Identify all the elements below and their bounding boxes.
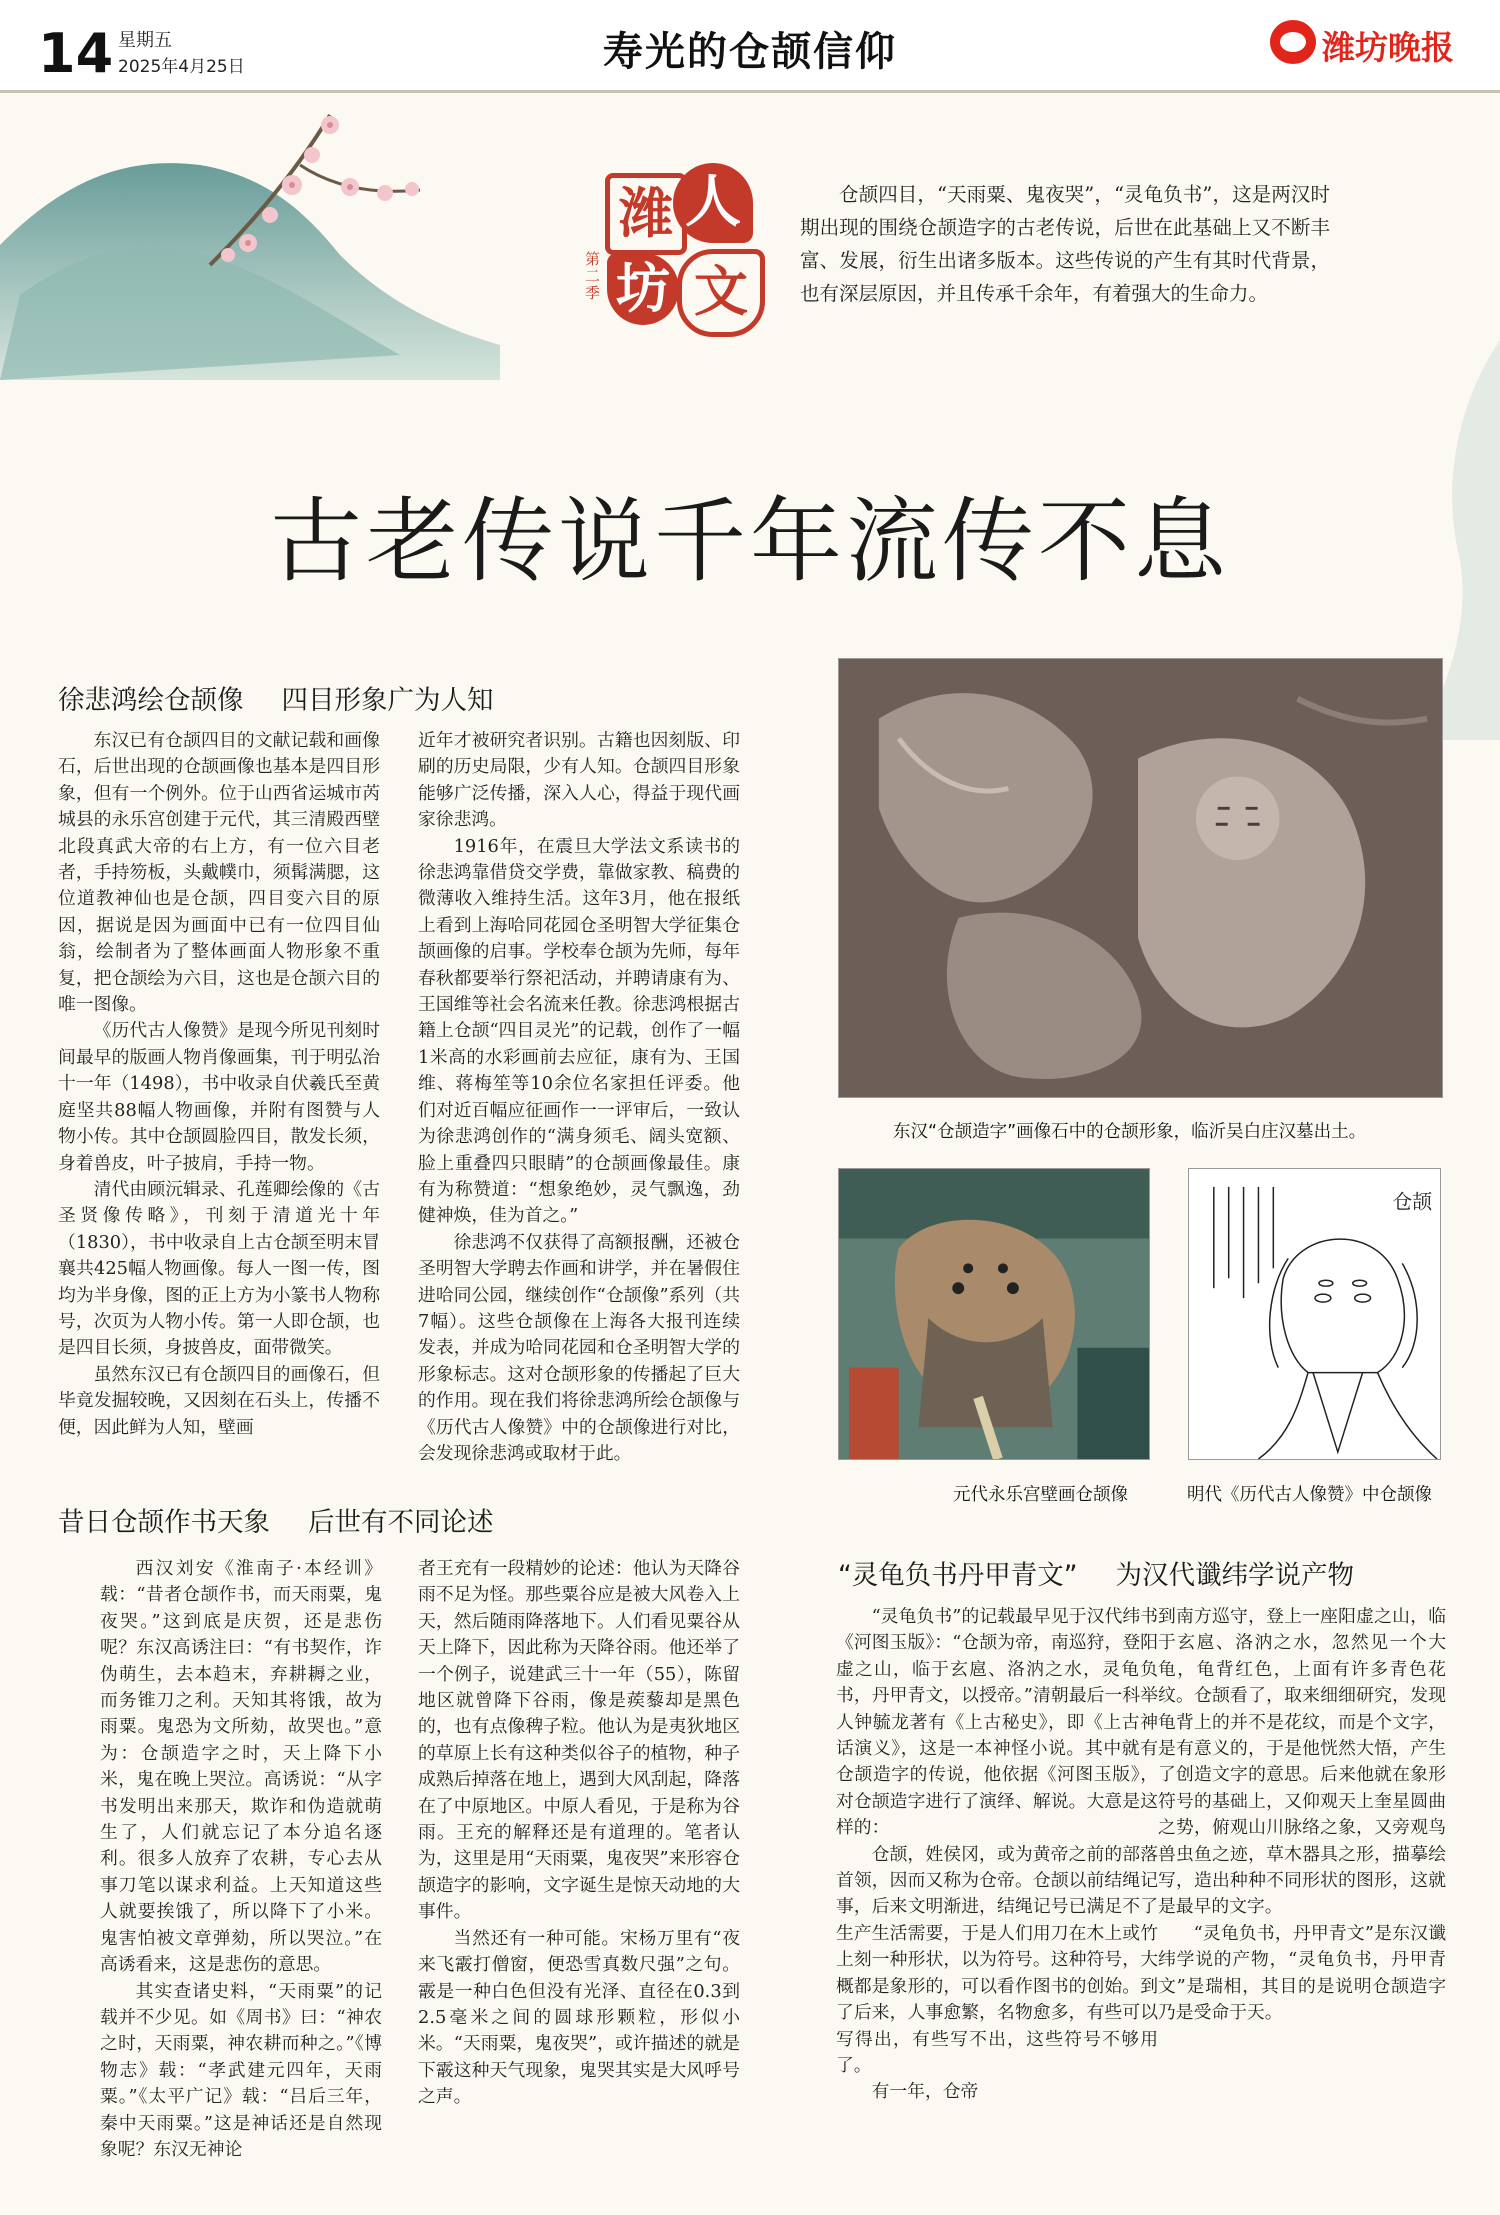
section-heading-1 xyxy=(58,678,494,717)
paragraph: “灵龟负书”的记载最早见于汉代纬书《河图玉版》：“仓颉为帝，南巡狩，登阳虚之山，临于玄扈、洛汭之水，灵龟负书，丹甲青文，以授帝。”清朝最后一科举人钟毓龙著有《上古秘史》，即《上古神话演义》，这是一本神怪小说。其中就有仓颉造字的传说，他依据《河图玉版》，对仓颉造字进行了演绎、解说。大意是这样的： xyxy=(836,1606,1158,1839)
seal-season: 第二季 xyxy=(585,250,601,302)
paragraph: 者王充有一段精妙的论述：他认为天降谷雨不足为怪。那些粟谷应是被大风卷入上天，然后随雨降落地下。人们看见粟谷从天上降下，因此称为天降谷雨。他还举了一个例子，说建武三十一年（55），陈留地区就曾降下谷雨，像是蒺藜却是黑色的，也有点像稗子粒。他认为是夷狄地区的草原上长有这种类似谷子的植物，种子成熟后掉落在地上，遇到大风刮起，降落在了中原地区。中原人看见，于是称为谷雨。王充的解释还是有道理的。笔者认为，这里是用“天雨粟，鬼夜哭”来形容仓颉造字的影响，文字诞生是惊天动地的大事件。 xyxy=(418,1558,740,1923)
print-caption: 明代《历代古人像赞》中仓颉像 xyxy=(1187,1485,1432,1505)
section-heading-3 xyxy=(838,1553,1354,1592)
article-column-3 xyxy=(100,1556,382,2163)
paragraph: 《历代古人像赞》是现今所见刊刻时间最早的版画人物肖像画集，刊于明弘治十一年（1498），书中收录自伏羲氏至黄庭坚共88幅人物画像，并附有图赞与人物小传。其中仓颉圆脸四目，散发长须，身着兽皮，叶子披肩，手持一物。 xyxy=(58,1020,380,1174)
section-heading-1-part-b: 四目形象广为人知 xyxy=(281,685,494,716)
seal-char-2: 人 xyxy=(673,163,753,243)
main-headline: 古老传说千年流传不息 xyxy=(269,488,1230,595)
section-heading-3-part-b: 为汉代谶纬学说产物 xyxy=(1115,1560,1354,1591)
article-column-2 xyxy=(418,728,740,1467)
article-column-5 xyxy=(836,1604,1158,2106)
paragraph: 东汉已有仓颉四目的文献记载和画像石，后世出现的仓颉画像也基本是四目形象，但有一个例外。位于山西省运城市芮城县的永乐宫创建于元代，其三清殿西壁北段真武大帝的右上方，有一位六目老者，手持笏板，头戴幞巾，须髯满腮，这位道教神仙也是仓颉，四目变六目的原因，据说是因为画面中已有一位四目仙翁，绘制者为了整体画面人物形象不重复，把仓颉绘为六目，这也是仓颉六目的唯一图像。 xyxy=(58,730,380,1016)
paragraph: 仓颉，姓侯冈，或为黄帝之前的部落首领，因而又称为仓帝。仓颉以前结绳记事，后来文明渐进，结绳记号已满足不了生产生活需要，于是人们用刀在木上或竹上刻一种形状，以为符号。这种符号，大概都是象形的，可以看作图书的创始。到了后来，人事愈繁，名物愈多，有些可以写得出，有些写不出，这些符号不够用了。 xyxy=(836,1843,1158,2076)
woodblock-print xyxy=(1188,1168,1441,1460)
newspaper-name: 潍坊晚报 xyxy=(1322,28,1454,67)
seal-char-1: 潍 xyxy=(605,173,687,255)
paragraph: “灵龟负书，丹甲青文”是东汉谶纬学说的产物，“灵龟负书，丹甲青文”是瑞相，其目的是说明仓颉造字乃是受命于天。 xyxy=(1158,1922,1446,2024)
section-heading-2-part-b: 后世有不同论述 xyxy=(308,1507,494,1538)
paragraph: 到南方巡守，登上一座阳虚之山，临于玄扈、洛汭之水，忽然见一个大龟，龟背红色，上面有许多青色花纹。仓颉看了，取来细细研究，发现龟背上的并不是花纹，而是个文字，是有意义的，于是他恍然大悟，产生了创造文字的意思。后来他就在象形符号的基础上，又仰观天上奎星圆曲之势，俯观山川脉络之象，又旁观鸟兽虫鱼之迹，草木器具之形，描摹绘写，造出种种不同形状的图形，这就是最早的文字。 xyxy=(1158,1606,1446,1918)
paragraph: 当然还有一种可能。宋杨万里有“夜来飞霰打僧窗，便恐雪真数尺强”之句。霰是一种白色但没有光泽、直径在0.3到2.5毫米之间的圆球形颗粒，形似小米。“天雨粟，鬼夜哭”，或许描述的就是下霰这种天气现象，鬼哭其实是大风呼号之声。 xyxy=(418,1927,740,2108)
seal-char-3: 坊 xyxy=(607,253,679,325)
intro-paragraph: 仓颉四目，“天雨粟、鬼夜哭”，“灵龟负书”，这是两汉时期出现的围绕仓颉造字的古老传说，后世在此基础上又不断丰富、发展，衍生出诸多版本。这些传说的产生有其时代背景，也有深层原因，并且传承千余年，有着强大的生命力。 xyxy=(800,183,1330,305)
column-seal xyxy=(585,163,760,338)
seal-char-4: 文 xyxy=(677,249,765,337)
paragraph: 1916年，在震旦大学法文系读书的徐悲鸿靠借贷交学费，靠做家教、稿费的微薄收入维持生活。这年3月，他在报纸上看到上海哈同花园仓圣明智大学征集仓颉画像的启事。学校奉仓颉为先师，每年春秋都要举行祭祀活动，并聘请康有为、王国维等社会名流来任教。徐悲鸿根据古籍上仓颉“四目灵光”的记载，创作了一幅1米高的水彩画前去应征，康有为、王国维、蒋梅笙等10余位名家担任评委。他们对近百幅应征画作一一评审后，一致认为徐悲鸿创作的“满身须毛、阔头宽额、脸上重叠四只眼睛”的仓颉画像最佳。康有为称赞道：“想象绝妙，灵气飘逸，劲健神焕，佳为首之。” xyxy=(418,835,740,1227)
section-heading-2 xyxy=(58,1500,494,1539)
logo-mark-icon xyxy=(1270,20,1316,64)
section-title: 寿光的仓颉信仰 xyxy=(603,29,897,75)
paragraph: 其实查诸史料，“天雨粟”的记载并不少见。如《周书》曰：“神农之时，天雨粟，神农耕而种之。”《博物志》载：“孝武建元四年，天雨粟。”《太平广记》载：“吕后三年，秦中天雨粟。”这是神话还是自然现象呢？东汉无神论 xyxy=(100,1980,382,2160)
print-inscription: 仓颉 xyxy=(1392,1190,1433,1214)
landscape-illustration xyxy=(0,95,560,380)
newspaper-logo xyxy=(1270,18,1485,66)
issue-date: 2025年4月25日 xyxy=(118,57,245,77)
page-number: 14 xyxy=(38,22,114,85)
article-column-1 xyxy=(58,728,380,1441)
mural-caption: 元代永乐宫壁画仓颉像 xyxy=(953,1485,1128,1505)
mural-photo xyxy=(838,1168,1150,1460)
paragraph: 虽然东汉已有仓颉四目的画像石，但毕竟发掘较晚，又因刻在石头上，传播不便，因此鲜为人知，壁画 xyxy=(58,1363,380,1438)
section-heading-1-part-a: 徐悲鸿绘仓颉像 xyxy=(58,685,244,716)
paragraph: 西汉刘安《淮南子·本经训》载：“昔者仓颉作书，而天雨粟，鬼夜哭。”这到底是庆贺，还是悲伤呢？东汉高诱注曰：“有书契作，诈伪萌生，去本趋末，弃耕耨之业，而务锥刀之利。天知其将饿，故为雨粟。鬼恐为文所劾，故哭也。”意为：仓颉造字之时，天上降下小米，鬼在晚上哭泣。高诱说：“从字书发明出来那天，欺诈和伪造就萌生了，人们就忘记了本分追名逐利。很多人放弃了农耕，专心去从事刀笔以谋求利益。上天知道这些人就要挨饿了，所以降下了小米。鬼害怕被文章弹劾，所以哭泣。”在高诱看来，这是悲伤的意思。 xyxy=(100,1558,382,1976)
paragraph: 徐悲鸿不仅获得了高额报酬，还被仓圣明智大学聘去作画和讲学，并在暑假住进哈同公园，继续创作“仓颉像”系列（共7幅）。这些仓颉像在上海各大报刊连续发表，并成为哈同花园和仓圣明智大学的形象标志。这对仓颉形象的传播起了巨大的作用。现在我们将徐悲鸿所绘仓颉像与《历代古人像赞》中的仓颉像进行对比，会发现徐悲鸿或取材于此。 xyxy=(418,1231,740,1464)
paragraph: 近年才被研究者识别。古籍也因刻版、印刷的历史局限，少有人知。仓颉四目形象能够广泛传播，深入人心，得益于现代画家徐悲鸿。 xyxy=(418,730,740,831)
article-column-6 xyxy=(1158,1604,1446,2027)
stone-caption: 东汉“仓颉造字”画像石中的仓颉形象，临沂吴白庄汉墓出土。 xyxy=(893,1122,1367,1142)
section-heading-2-part-a: 昔日仓颉作书天象 xyxy=(58,1507,270,1538)
weekday: 星期五 xyxy=(118,30,172,51)
paragraph: 清代由顾沅辑录、孔莲卿绘像的《古圣贤像传略》，刊刻于清道光十年（1830），书中收录自上古仓颉至明末冒襄共425幅人物画像。每人一图一传，图均为半身像，图的正上方为小篆书人物称号，次页为人物小传。第一人即仓颉，也是四目长须，身披兽皮，面带微笑。 xyxy=(58,1178,380,1359)
stone-relief-photo xyxy=(838,658,1443,1098)
paragraph: 有一年，仓帝 xyxy=(871,2081,979,2103)
section-heading-3-part-a: “灵龟负书丹甲青文” xyxy=(838,1560,1078,1591)
article-column-4 xyxy=(418,1556,740,2111)
